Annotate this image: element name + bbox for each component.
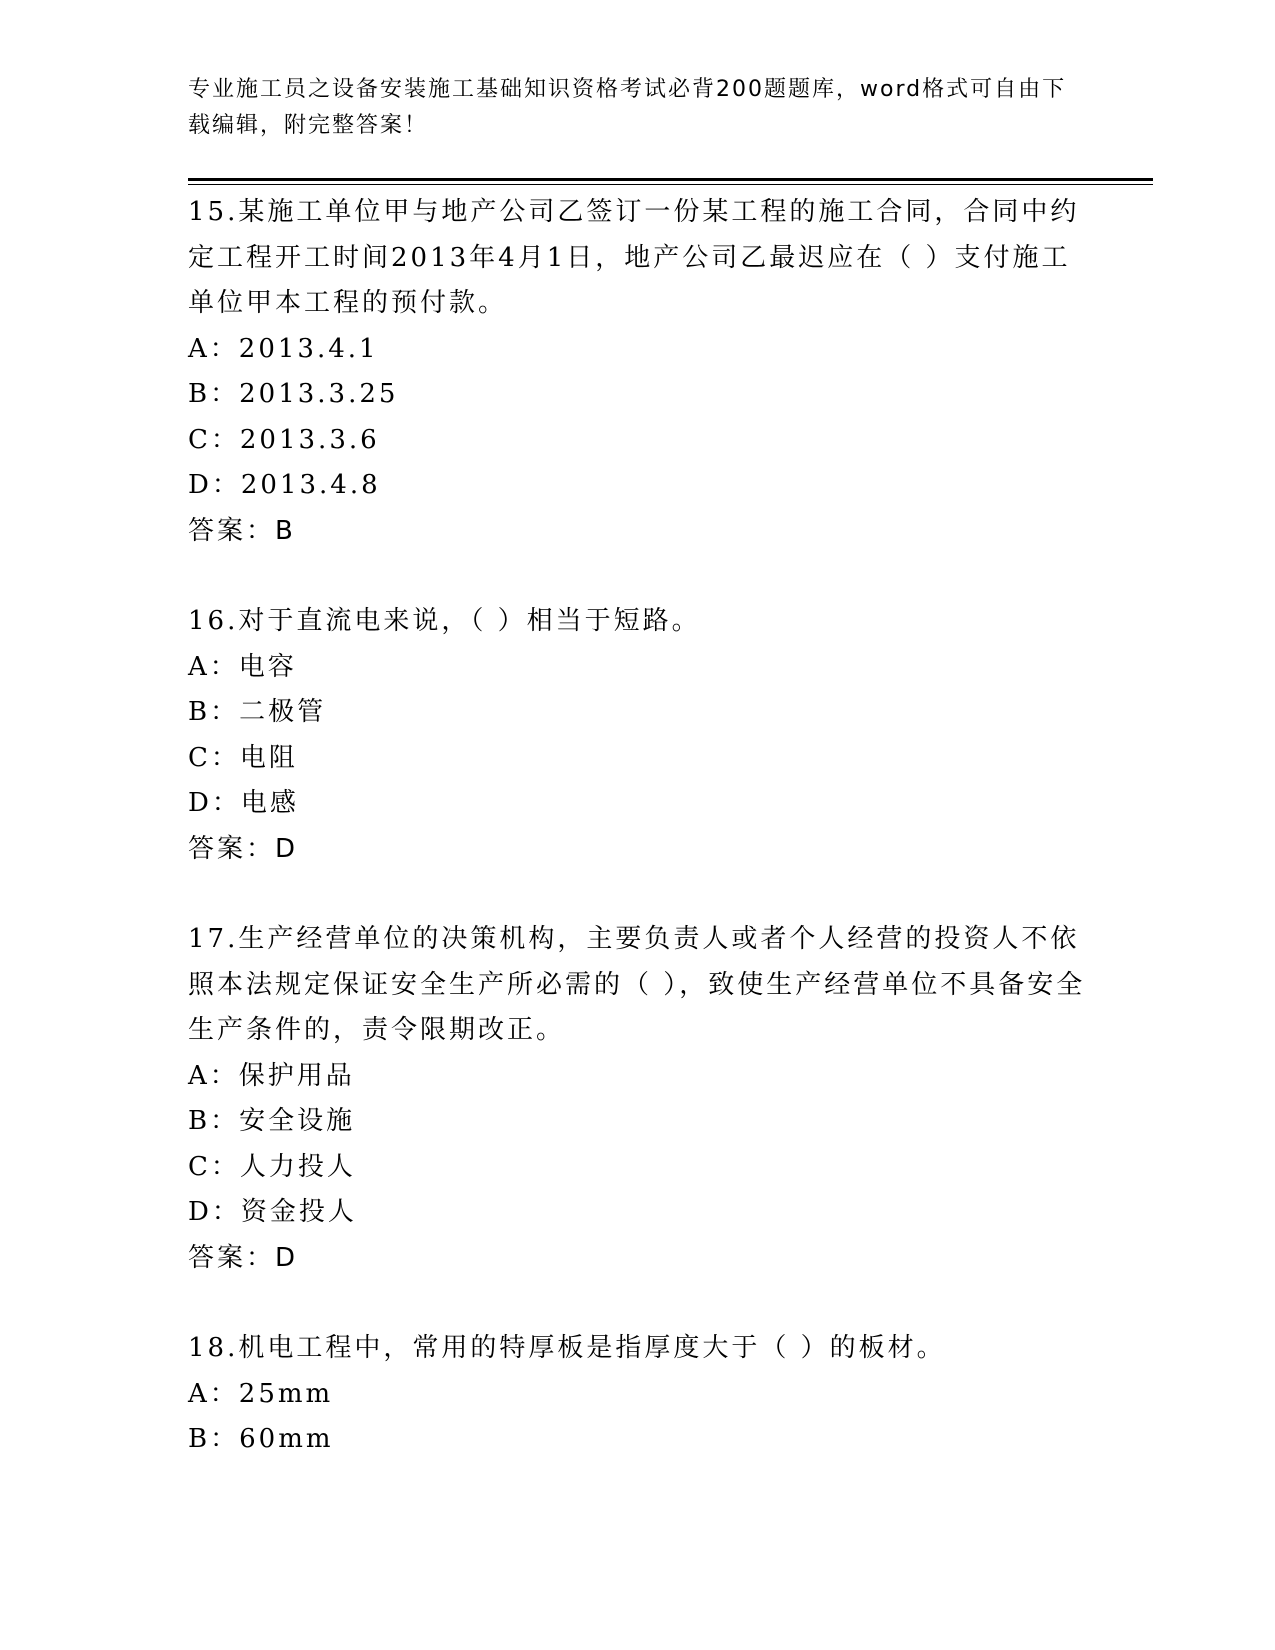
answer-text: 答案：B [188, 515, 296, 546]
option-a: A：2013.4.1 [188, 333, 379, 364]
header-divider-thick [188, 178, 1153, 181]
question-spacer [188, 554, 1088, 599]
question-list [188, 190, 1088, 1463]
option-c: C：电阻 [188, 742, 298, 773]
question-text: 16.对于直流电来说，（ ）相当于短路。 [188, 606, 701, 636]
question-text: 17.生产经营单位的决策机构，主要负责人或者个人经营的投资人不依照本法规定保证安全生产所必需的（ ），致使生产经营单位不具备安全生产条件的，责令限期改正。 [188, 924, 1086, 1045]
option-d: D：资金投人 [188, 1197, 357, 1227]
option-a: A：保护用品 [188, 1060, 355, 1091]
option-c: C：2013.3.6 [188, 424, 380, 455]
question-18 [188, 1326, 1088, 1463]
option-a: A：电容 [188, 651, 297, 682]
question-text: 18.机电工程中，常用的特厚板是指厚度大于（ ）的板材。 [188, 1333, 946, 1363]
question-spacer [188, 872, 1088, 917]
option-a: A：25mm [188, 1378, 334, 1409]
question-15 [188, 190, 1088, 554]
document-header: 专业施工员之设备安装施工基础知识资格考试必背200题题库，word格式可自由下载编辑，附完整答案！ [188, 77, 1067, 138]
option-d: D：2013.4.8 [188, 470, 381, 500]
question-spacer [188, 1281, 1088, 1326]
question-16 [188, 599, 1088, 872]
option-c: C：人力投人 [188, 1151, 356, 1182]
question-17 [188, 917, 1088, 1281]
option-b: B：60mm [188, 1424, 334, 1454]
answer-text: 答案：D [188, 833, 299, 864]
option-b: B：安全设施 [188, 1106, 356, 1136]
option-d: D：电感 [188, 788, 299, 818]
option-b: B：二极管 [188, 697, 327, 727]
header-divider-thin [188, 184, 1153, 185]
answer-text: 答案：D [188, 1242, 299, 1273]
option-b: B：2013.3.25 [188, 379, 399, 409]
question-text: 15.某施工单位甲与地产公司乙签订一份某工程的施工合同，合同中约定工程开工时间2013年4月1日，地产公司乙最迟应在（ ）支付施工单位甲本工程的预付款。 [188, 197, 1080, 318]
